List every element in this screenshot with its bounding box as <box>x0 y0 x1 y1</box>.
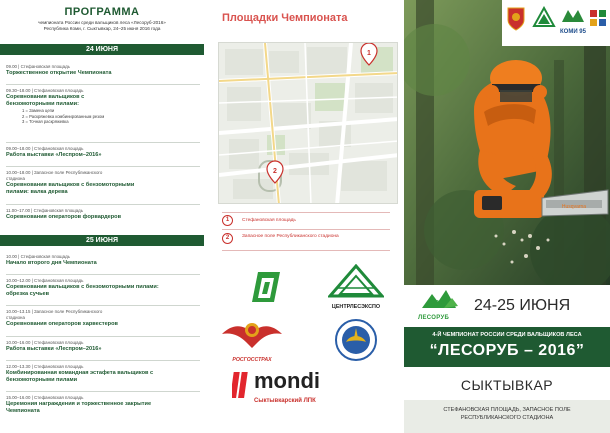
sponsor-emblem <box>334 318 378 362</box>
program-event <box>6 395 200 415</box>
centrlesexpo-label: ЦЕНТРЛЕСЭКСПО <box>331 304 381 310</box>
event-title: Начало второго дня Чемпионата <box>6 260 97 266</box>
chainsaw-brand: Husqvarna <box>561 204 587 210</box>
program-event <box>6 309 200 328</box>
venue-label-2: Запасное поле Республиканского стадиона <box>242 234 339 239</box>
top-logos <box>502 0 610 46</box>
map-drawing <box>219 43 398 204</box>
komi-coat-of-arms-icon <box>506 6 526 32</box>
map-pin-1-label: 1 <box>367 50 371 57</box>
event-meta: 10.00–16.00 | Стефановская площадь <box>6 340 84 345</box>
event-sub: 1 = Замена цепи <box>22 108 55 113</box>
championship-subtitle: 4-Й ЧЕМПИОНАТ РОССИИ СРЕДИ ВАЛЬЩИКОВ ЛЕСА <box>432 332 582 338</box>
divider <box>6 305 200 306</box>
event-meta: 10.00 | Стефановская площадь <box>6 254 70 259</box>
venue-num-2: 2 <box>222 233 233 244</box>
program-event <box>6 146 200 159</box>
event-title: Соревнования вальщиков с бензомоторными пилами: обрезка сучьев <box>6 284 159 297</box>
day-header-1: 24 ИЮНЯ <box>0 44 204 55</box>
event-meta: 10.00–13.15 | Запасное поле Республиканского стадиона <box>6 309 103 320</box>
komi95-logo <box>560 6 586 38</box>
event-meta: 11.00–17.00 | Стефановская площадь <box>6 208 84 213</box>
day-header-2: 25 ИЮНЯ <box>0 235 204 246</box>
event-title: Соревнования вальщиков с бензомоторными пилами: валка дерева <box>6 182 135 195</box>
venues-panel <box>204 0 404 433</box>
mondi-logo-icon <box>232 370 252 400</box>
ministry-logo-icon <box>532 6 556 32</box>
sponsor-centrlesexpo <box>328 264 384 308</box>
sponsor-leaf-logo <box>248 268 284 306</box>
emblem-icon <box>334 318 378 362</box>
komi95-icon <box>560 6 586 24</box>
ornament-logo-icon <box>588 8 608 30</box>
sponsor-mondi <box>232 368 342 416</box>
program-subtitle <box>0 20 204 32</box>
event-sub: 2 = Раскряжевка комбинированным резом <box>22 113 105 119</box>
event-title: Соревнования операторов форвардеров <box>6 214 122 220</box>
map-pin-2-label: 2 <box>273 168 277 175</box>
event-title: Работа выставки «Леспром–2016» <box>6 346 102 352</box>
divider <box>6 204 200 205</box>
event-meta: 09.30–18.00 | Стефановская площадь <box>6 88 84 93</box>
event-meta: 10.00–12.00 | Стефановская площадь <box>6 278 84 283</box>
divider <box>222 250 390 251</box>
program-event <box>6 364 200 384</box>
event-title: Соревнования операторов харвестеров <box>6 321 118 327</box>
program-event <box>6 64 200 77</box>
program-subtitle-line-1: чемпионата России среди вальщиков леса «Лесоруб-2016» <box>38 20 166 25</box>
mondi-sub-label: Сыктывкарский ЛПК <box>254 398 316 404</box>
venues-title: Площадки Чемпионата <box>222 12 348 24</box>
event-title: Торжественное открытие Чемпионата <box>6 70 112 76</box>
lesorub-logo-year: 2016 <box>436 300 448 306</box>
event-meta: 09.00 | Стефановская площадь <box>6 64 70 69</box>
rosgosstrakh-eagle-icon <box>220 318 284 352</box>
cover-panel <box>404 0 610 433</box>
program-event <box>6 88 200 125</box>
centrlesexpo-logo-icon <box>328 264 384 298</box>
divider <box>6 336 200 337</box>
sponsor-rosgosstrakh <box>220 318 284 362</box>
divider <box>6 391 200 392</box>
event-meta: 10.00–18.00 | Запасное поле Республиканского стадиона <box>6 170 103 181</box>
lesorub-logo-name: ЛЕСОРУБ <box>418 315 450 321</box>
event-meta: 09.00–18.00 | Стефановская площадь <box>6 146 84 151</box>
program-event <box>6 278 200 298</box>
venue-map[interactable] <box>218 42 398 204</box>
rosgosstrakh-label: РОСГОССТРАХ <box>232 357 272 363</box>
program-event <box>6 254 200 267</box>
program-event <box>6 208 200 221</box>
lesorub-logo-icon <box>418 288 468 310</box>
program-panel <box>0 0 204 433</box>
lesorub-logo <box>418 288 468 324</box>
event-dates: 24-25 ИЮНЯ <box>474 297 571 314</box>
program-title: ПРОГРАММА <box>64 6 140 18</box>
event-sub: 3 = Точная раскряжевка <box>22 119 69 125</box>
divider <box>6 166 200 167</box>
komi95-label: КОМИ 95 <box>560 29 586 35</box>
event-title: Комбинированная командная эстафета вальщиков с бензомоторными пилами <box>6 370 154 383</box>
event-title: Церемония награждения и торжественное закрытие Чемпионата <box>6 401 152 414</box>
mondi-label: mondi <box>254 368 320 393</box>
event-name: “ЛЕСОРУБ – 2016” <box>429 342 585 359</box>
program-event <box>6 170 200 196</box>
program-subtitle-line-2: Республика Коми, г. Сыктывкар, 24–25 июня 2016 года <box>43 26 161 31</box>
divider <box>222 212 390 213</box>
event-title: Работа выставки «Леспром–2016» <box>6 152 102 158</box>
divider <box>6 360 200 361</box>
divider <box>6 142 200 143</box>
venue-num-1: 1 <box>222 215 233 226</box>
divider <box>222 229 390 230</box>
event-meta: 12.00–13.30 | Стефановская площадь <box>6 364 84 369</box>
event-title: Соревнования вальщиков с бензомоторными пилами: <box>6 94 85 107</box>
event-meta: 15.00–16.00 | Стефановская площадь <box>6 395 84 400</box>
venue-line-2: РЕСПУБЛИКАНСКОГО СТАДИОНА <box>460 415 554 421</box>
city-name: СЫКТЫВКАР <box>460 377 554 393</box>
venue-text <box>404 406 610 422</box>
venue-line-1: СТЕФАНОВСКАЯ ПЛОЩАДЬ, ЗАПАСНОЕ ПОЛЕ <box>443 407 571 413</box>
program-event <box>6 340 200 353</box>
divider <box>6 274 200 275</box>
venue-label-1: Стефановская площадь <box>242 218 296 223</box>
divider <box>6 84 200 85</box>
